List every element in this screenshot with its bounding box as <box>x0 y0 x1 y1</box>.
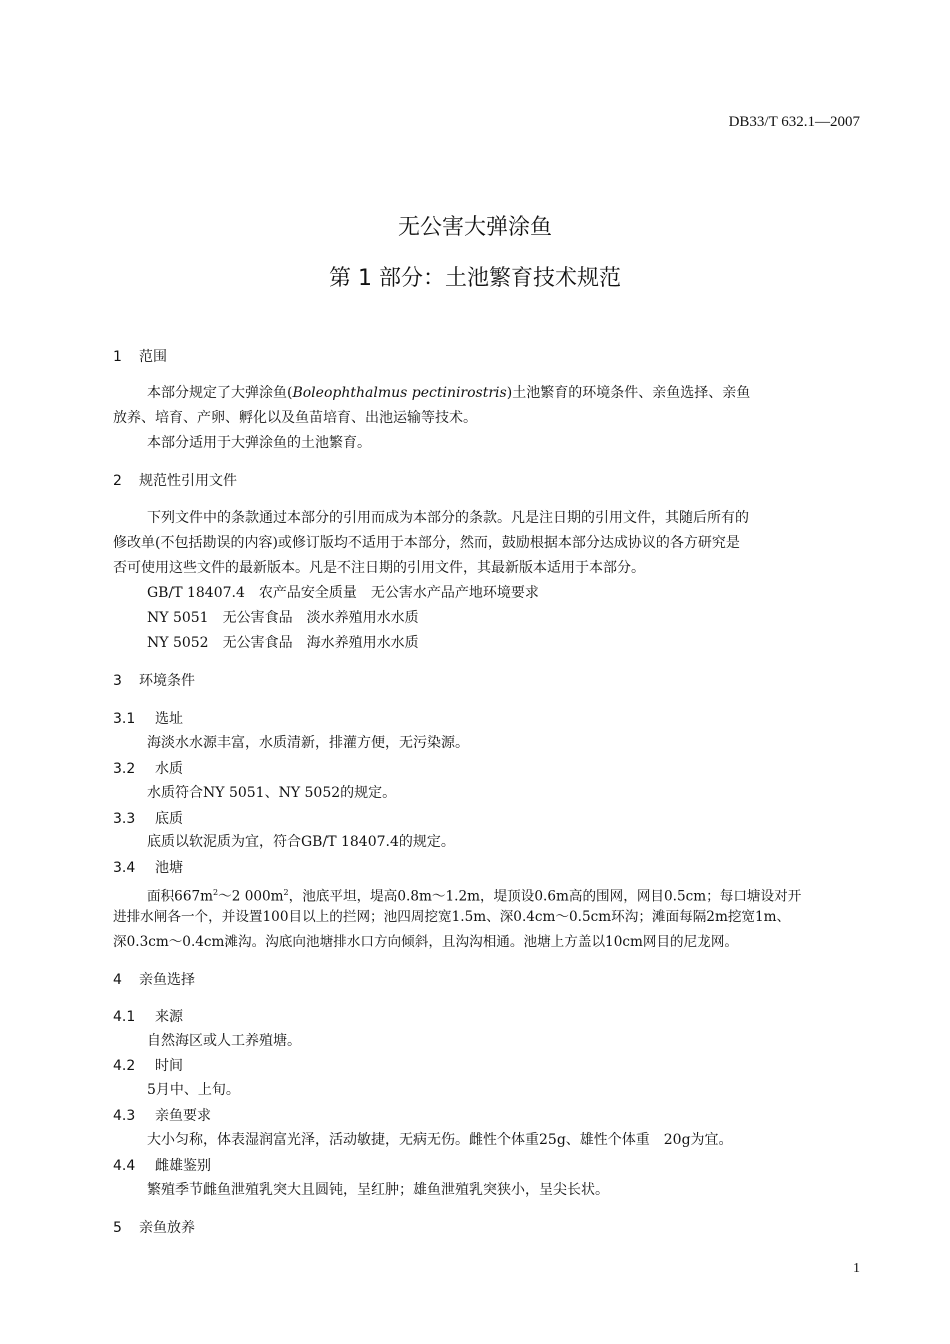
section-4-3-heading: 4.3 亲鱼要求 <box>113 1108 211 1124</box>
section-2-line-3: 否可使用这些文件的最新版本。凡是不注日期的引用文件，其最新版本适用于本部分。 <box>113 560 645 576</box>
reference-ny-5051: NY 5051 无公害食品 淡水养殖用水水质 <box>147 610 419 626</box>
section-3-4-line-3: 深0.3cm～0.4cm滩沟。沟底向池塘排水口方向倾斜，且沟沟相通。池塘上方盖以10cm网目的尼龙网。 <box>113 934 739 950</box>
page-number: 1 <box>853 1261 860 1276</box>
section-3-1-heading: 3.1 选址 <box>113 711 183 727</box>
section-4-4-heading: 4.4 雌雄鉴别 <box>113 1158 211 1174</box>
section-2-line-2: 修改单(不包括勘误的内容)或修订版均不适用于本部分，然而，鼓励根据本部分达成协议的各方研究是 <box>113 535 740 551</box>
section-2-line-1: 下列文件中的条款通过本部分的引用而成为本部分的条款。凡是注日期的引用文件，其随后所有的 <box>147 510 749 526</box>
reference-ny-5052: NY 5052 无公害食品 海水养殖用水水质 <box>147 635 419 651</box>
section-1-paragraph-2: 本部分适用于大弹涂鱼的土池繁育。 <box>147 435 371 451</box>
section-3-2-heading: 3.2 水质 <box>113 761 183 777</box>
document-subtitle: 第 1 部分：土池繁育技术规范 <box>329 266 621 291</box>
standard-number: DB33/T 632.1—2007 <box>728 114 860 130</box>
section-4-2-text: 5月中、上旬。 <box>147 1082 240 1098</box>
section-2-heading: 2 规范性引用文件 <box>113 473 237 489</box>
section-4-1-heading: 4.1 来源 <box>113 1009 183 1025</box>
section-3-4-line-2: 进排水闸各一个，并设置100目以上的拦网；池四周挖宽1.5m、深0.4cm～0.5cm环沟；滩面每隔2m挖宽1m、 <box>113 909 791 925</box>
section-4-1-text: 自然海区或人工养殖塘。 <box>147 1033 301 1049</box>
section-4-heading: 4 亲鱼选择 <box>113 972 195 988</box>
section-3-2-text: 水质符合NY 5051、NY 5052的规定。 <box>147 785 397 801</box>
section-4-4-text: 繁殖季节雌鱼泄殖乳突大且圆钝，呈红肿；雄鱼泄殖乳突狭小，呈尖长状。 <box>147 1182 609 1198</box>
section-1-paragraph-1-line2: 放养、培育、产卵、孵化以及鱼苗培育、出池运输等技术。 <box>113 410 477 426</box>
section-3-3-text: 底质以软泥质为宜，符合GB/T 18407.4的规定。 <box>147 834 455 850</box>
section-5-heading: 5 亲鱼放养 <box>113 1220 195 1236</box>
section-1-paragraph-1: 本部分规定了大弹涂鱼(Boleophthalmus pectinirostris)土池繁育的环境条件、亲鱼选择、亲鱼 <box>147 385 751 401</box>
section-3-4-heading: 3.4 池塘 <box>113 860 183 876</box>
section-3-1-text: 海淡水水源丰富，水质清新，排灌方便，无污染源。 <box>147 735 469 751</box>
document-title: 无公害大弹涂鱼 <box>397 215 552 240</box>
section-1-heading: 1 范围 <box>113 349 167 365</box>
section-4-3-text: 大小匀称，体表湿润富光泽，活动敏捷，无病无伤。雌性个体重25g、雄性个体重 20g为宜。 <box>147 1132 733 1148</box>
reference-gb-18407-4: GB/T 18407.4 农产品安全质量 无公害水产品产地环境要求 <box>147 585 539 601</box>
section-3-3-heading: 3.3 底质 <box>113 811 183 827</box>
section-4-2-heading: 4.2 时间 <box>113 1058 183 1074</box>
section-3-heading: 3 环境条件 <box>113 673 195 689</box>
section-3-4-line-1: 面积$667m^2\sim 2$ $000m^2$，池底平坦，堤高0.8m～1.2m，堤顶设0.6m高的围网，网目0.5cm；每口塘设对开 <box>147 888 802 905</box>
